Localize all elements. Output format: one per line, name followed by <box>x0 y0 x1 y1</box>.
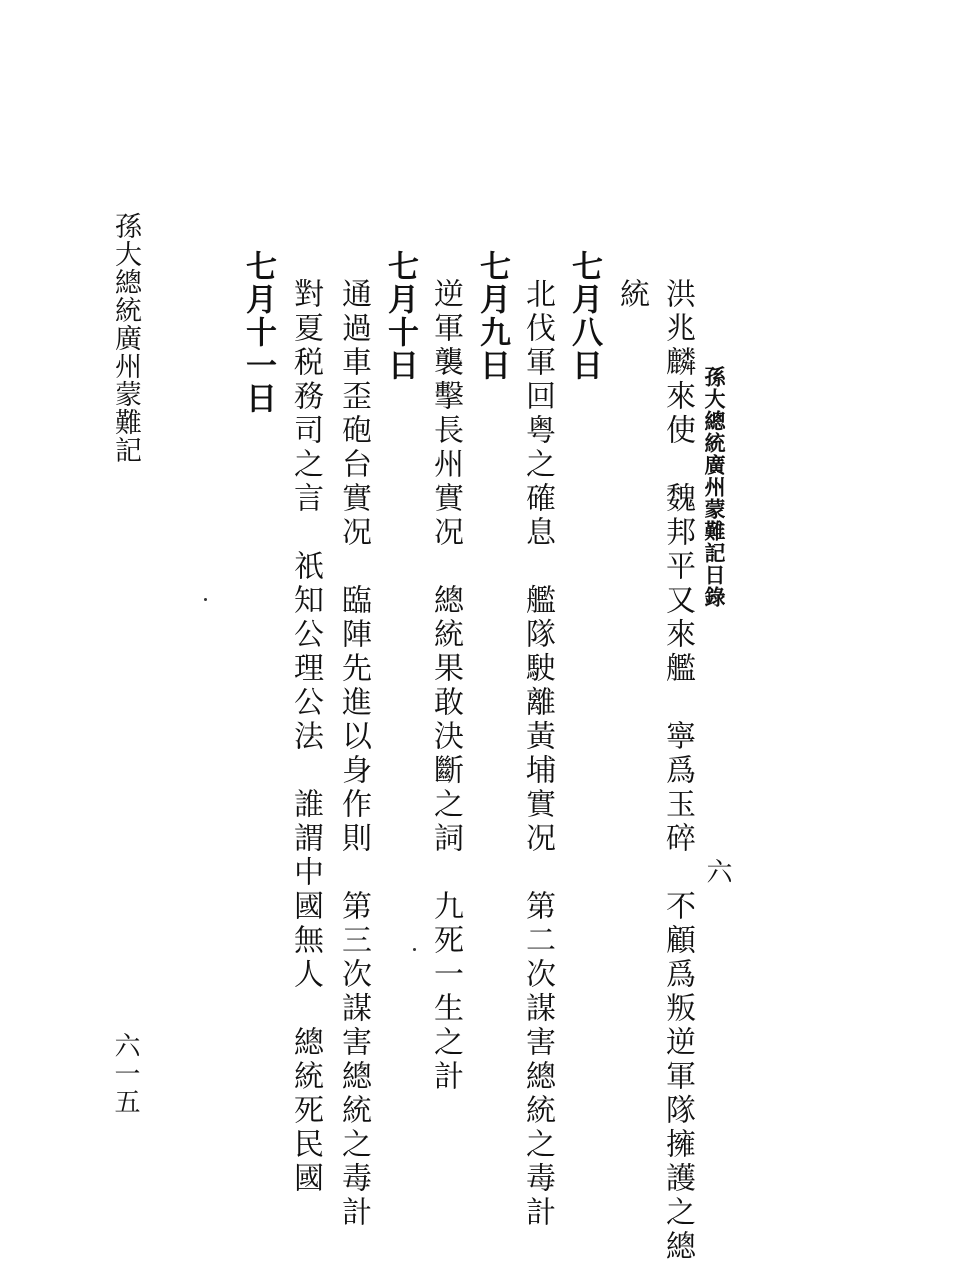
toc-entry-line: 通過車歪砲台實况 臨陣先進以身作則 第三次謀害總統之毒計 <box>336 278 371 1230</box>
chapter-header-number: 六 <box>702 858 732 884</box>
date-heading: 七月八日 <box>566 250 602 382</box>
toc-entry-line: 洪兆麟來使 魏邦平又來艦 寧爲玉碎 不顧爲叛逆軍隊擁護之總 <box>660 278 695 1264</box>
scan-speck <box>413 948 416 951</box>
scan-speck <box>204 598 207 601</box>
date-heading: 七月九日 <box>474 250 510 382</box>
chapter-header-title: 孫大總統廣州蒙難記日錄 <box>702 366 727 608</box>
side-running-title: 孫大總統廣州蒙難記 <box>110 212 141 464</box>
toc-entry-line: 逆軍襲擊長州實况 總統果敢決斷之詞 九死一生之計 <box>428 278 463 1094</box>
date-heading: 七月十日 <box>382 250 418 382</box>
date-heading: 七月十一日 <box>240 250 276 415</box>
page-folio-number: 六一五 <box>110 1032 140 1116</box>
toc-entry-line-continuation: 統 <box>614 278 649 312</box>
toc-entry-line: 北伐軍回粤之確息 艦隊駛離黃埔實况 第二次謀害總統之毒計 <box>520 278 555 1230</box>
toc-entry-line: 對夏税務司之言 祇知公理公法 誰謂中國無人 總統死民國 <box>288 278 323 1196</box>
